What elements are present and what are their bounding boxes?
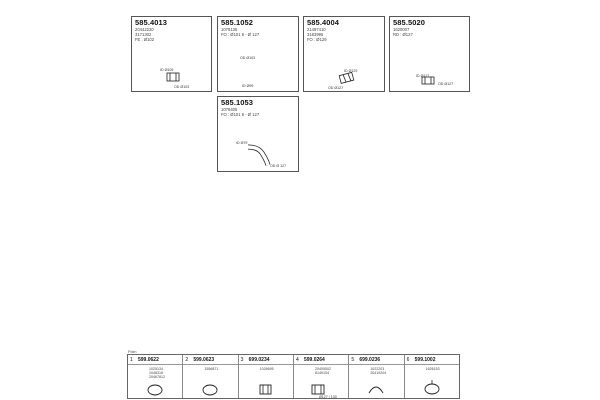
part-ref: 1620007 [393,27,410,32]
item-number: 3 [240,357,244,363]
part-ref: FO : Ø101 6 - Ø 127 [221,32,260,37]
sleeve-shape [422,77,434,84]
diagram-label: OD Ø103 [240,56,256,60]
clamp-icon [128,355,183,400]
item-number: 1 [130,357,133,363]
item-ref: 20405002 [314,367,331,371]
part-card-585-5020[interactable] [389,16,470,92]
item-part-number: 599.0622 [138,357,159,363]
item-part-number: 599.0264 [303,357,325,363]
item-number: 4 [295,357,299,363]
fixing-item[interactable] [183,355,238,398]
item-ref: 1026695 [259,367,274,371]
item-ref: 1626153 [425,367,440,371]
clamp-icon [183,355,238,400]
diagram-label: ID Ø99 [242,84,254,88]
part-ref: FO : Ø101 6 - Ø 127 [221,112,260,117]
part-number: 585.4004 [307,18,340,27]
sleeve-diagram [390,17,471,93]
item-part-number: 599.0623 [193,357,215,363]
diagram-label: ID Ø127 [416,74,430,78]
diagram-label: OD Ø103 [174,85,190,89]
fixing-item[interactable] [239,355,294,398]
part-ref: 1076405 [221,107,238,112]
diagram-label: Ø127 / 130 [318,395,337,399]
fixing-item[interactable] [405,355,459,398]
clamp-icon [349,355,404,400]
fixing-item[interactable] [128,355,183,398]
diagram-label: ID Ø129 [344,69,358,73]
part-card-585-4004[interactable] [303,16,385,92]
item-ref: 20467812 [149,375,165,379]
sleeve-icon [294,355,349,400]
item-number: 6 [406,357,410,363]
item-number: 2 [185,357,189,363]
pipe-diagram [218,97,300,173]
part-ref: 21497410 [307,27,326,32]
diagram-label: OD Ø127 [328,86,344,90]
sleeve-shape [167,73,179,81]
item-number: 5 [351,357,355,363]
sleeve-diagram [304,17,386,93]
sleeve-icon [239,355,294,400]
clamp-icon [405,355,460,400]
part-ref: FE : Ø102 [135,37,155,42]
part-ref: 3183995 [307,32,324,37]
part-ref: 1076135 [221,27,238,32]
item-part-number: 599.1002 [414,357,436,363]
part-card-585-1052[interactable] [217,16,299,92]
part-card-585-4013[interactable] [131,16,212,92]
sleeve-shape [339,72,354,83]
diagram-label: OD Ø127 [438,82,454,86]
part-number: 585.1052 [221,18,254,27]
item-ref: 8149104 [314,371,329,375]
diagram-label: ID Ø105 [160,68,174,72]
item-part-number: 699.0234 [248,357,270,363]
item-ref: 1048318 [149,371,163,375]
part-card-585-1053[interactable] [217,96,299,172]
fixing-item[interactable] [294,355,349,398]
diagram-label: OD Ø 127 [270,164,287,168]
part-number: 585.1053 [221,98,254,107]
fixing-item[interactable] [349,355,404,398]
fixing-strip [127,354,460,399]
part-number: 585.4013 [135,18,168,27]
part-ref: 20442220 [135,27,154,32]
pipe-diagram [218,17,300,93]
item-ref: 20419204 [370,371,387,375]
part-ref: RD : Ø127 [393,32,413,37]
sleeve-diagram [132,17,213,93]
item-ref: 1556871 [204,367,219,371]
part-number: 585.5020 [393,18,426,27]
diagram-label: ID Ø79 [236,141,248,145]
item-ref: 1025134 [149,367,163,371]
item-part-number: 699.0236 [359,357,381,363]
part-ref: FO : Ø129 [307,37,327,42]
part-ref: 3171302 [135,32,152,37]
item-ref: 1022203 [370,367,385,371]
fixing-strip-title: Fixin [128,349,137,354]
